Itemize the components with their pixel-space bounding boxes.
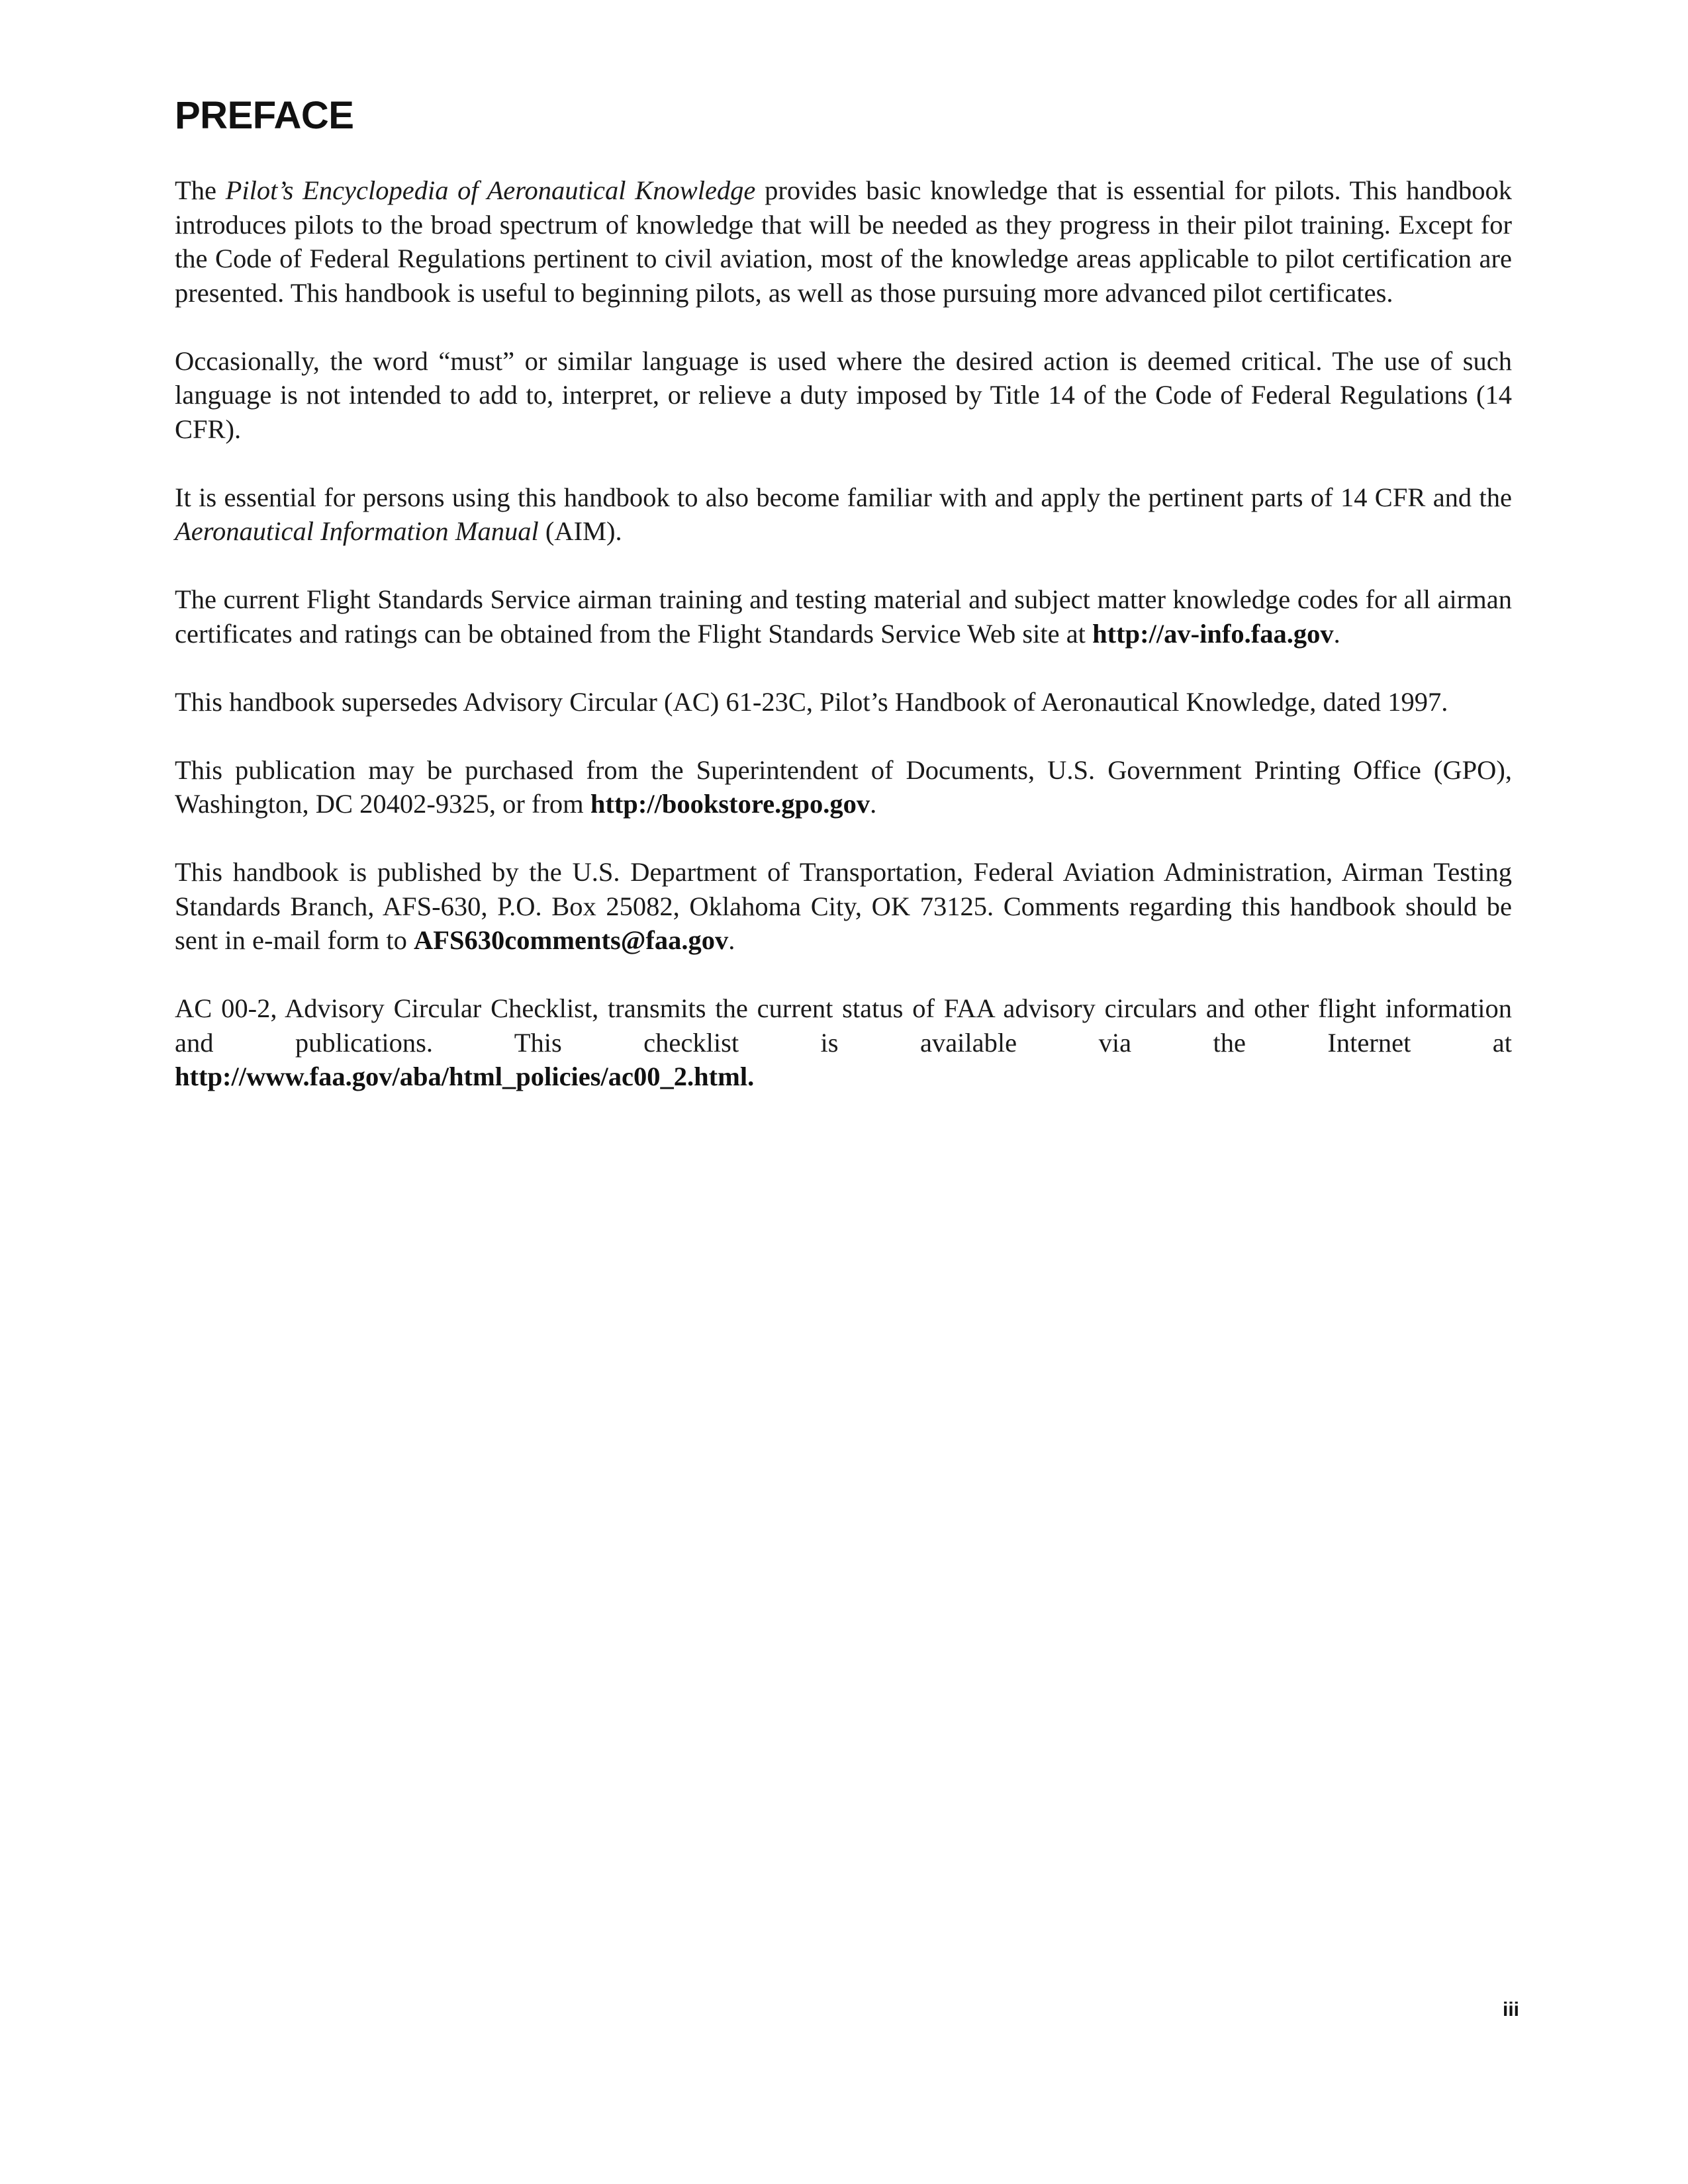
paragraph-cfr-aim-lead: It is essential for persons using this handbook to also become familiar with and apply the pertinent parts of 14 CFR and the (175, 482, 1512, 512)
av-info-link[interactable]: http://av-info.faa.gov (1092, 618, 1334, 649)
page-number: iii (1502, 1999, 1519, 2021)
paragraph-intro-text: provides basic knowledge that is essential for pilots. This handbook introduces pilots to the broad spectrum of knowledge that will be needed as they progress in their pilot training. Except for the Code of Federal Regulations pertinent to civil aviation, most of the knowledge areas applicable to pilot certification are presented. This handbook is useful to beginning pilots, as well as those pursuing more advanced pilot certificates. (175, 175, 1512, 308)
paragraph-flight-standards (175, 582, 1512, 651)
paragraph-flight-standards-tail: . (1333, 618, 1340, 649)
paragraph-cfr-aim (175, 480, 1512, 549)
paragraph-purchase-tail: . (870, 789, 877, 819)
paragraph-intro (175, 173, 1512, 310)
handbook-title: Pilot’s Encyclopedia of Aeronautical Knowledge (225, 175, 756, 205)
paragraph-publisher-tail: . (728, 925, 735, 955)
paragraph-checklist-text: AC 00-2, Advisory Circular Checklist, transmits the current status of FAA advisory circulars and other flight information and publications. This checklist is available via the Internet at (175, 993, 1512, 1058)
paragraph-publisher (175, 855, 1512, 958)
paragraph-cfr-aim-tail: (AIM). (538, 516, 622, 546)
aim-title: Aeronautical Information Manual (175, 516, 539, 546)
preface-body (175, 173, 1512, 1094)
comments-email-link[interactable]: AFS630comments@faa.gov (414, 925, 729, 955)
paragraph-purchase-text: This publication may be purchased from the Superintendent of Documents, U.S. Government Printing Office (GPO), Washington, DC 20402-9325, or from (175, 754, 1512, 819)
paragraph-supersedes-text: This handbook supersedes Advisory Circular (AC) 61-23C, Pilot’s Handbook of Aeronautical Knowledge, dated 1997. (175, 686, 1448, 717)
paragraph-intro-lead: The (175, 175, 226, 205)
page-title: PREFACE (175, 94, 354, 137)
paragraph-must-language (175, 344, 1512, 447)
paragraph-checklist (175, 991, 1512, 1094)
paragraph-flight-standards-text: The current Flight Standards Service airman training and testing material and subject matter knowledge codes for all airman certificates and ratings can be obtained from the Flight Standards Service Web site at (175, 584, 1512, 649)
paragraph-supersedes (175, 685, 1512, 719)
paragraph-must-language-text: Occasionally, the word “must” or similar language is used where the desired action is deemed critical. The use of such language is not intended to add to, interpret, or relieve a duty imposed by Title 14 of the Code of Federal Regulations (14 CFR). (175, 345, 1512, 444)
bookstore-link[interactable]: http://bookstore.gpo.gov (590, 789, 870, 819)
checklist-link[interactable]: http://www.faa.gov/aba/html_policies/ac00_2.html. (175, 1062, 755, 1091)
paragraph-publisher-text: This handbook is published by the U.S. Department of Transportation, Federal Aviation Administration, Airman Testing Standards Branch, AFS-630, P.O. Box 25082, Oklahoma City, OK 73125. Comments regarding this handbook should be sent in e-mail form to (175, 857, 1512, 955)
paragraph-purchase (175, 753, 1512, 821)
